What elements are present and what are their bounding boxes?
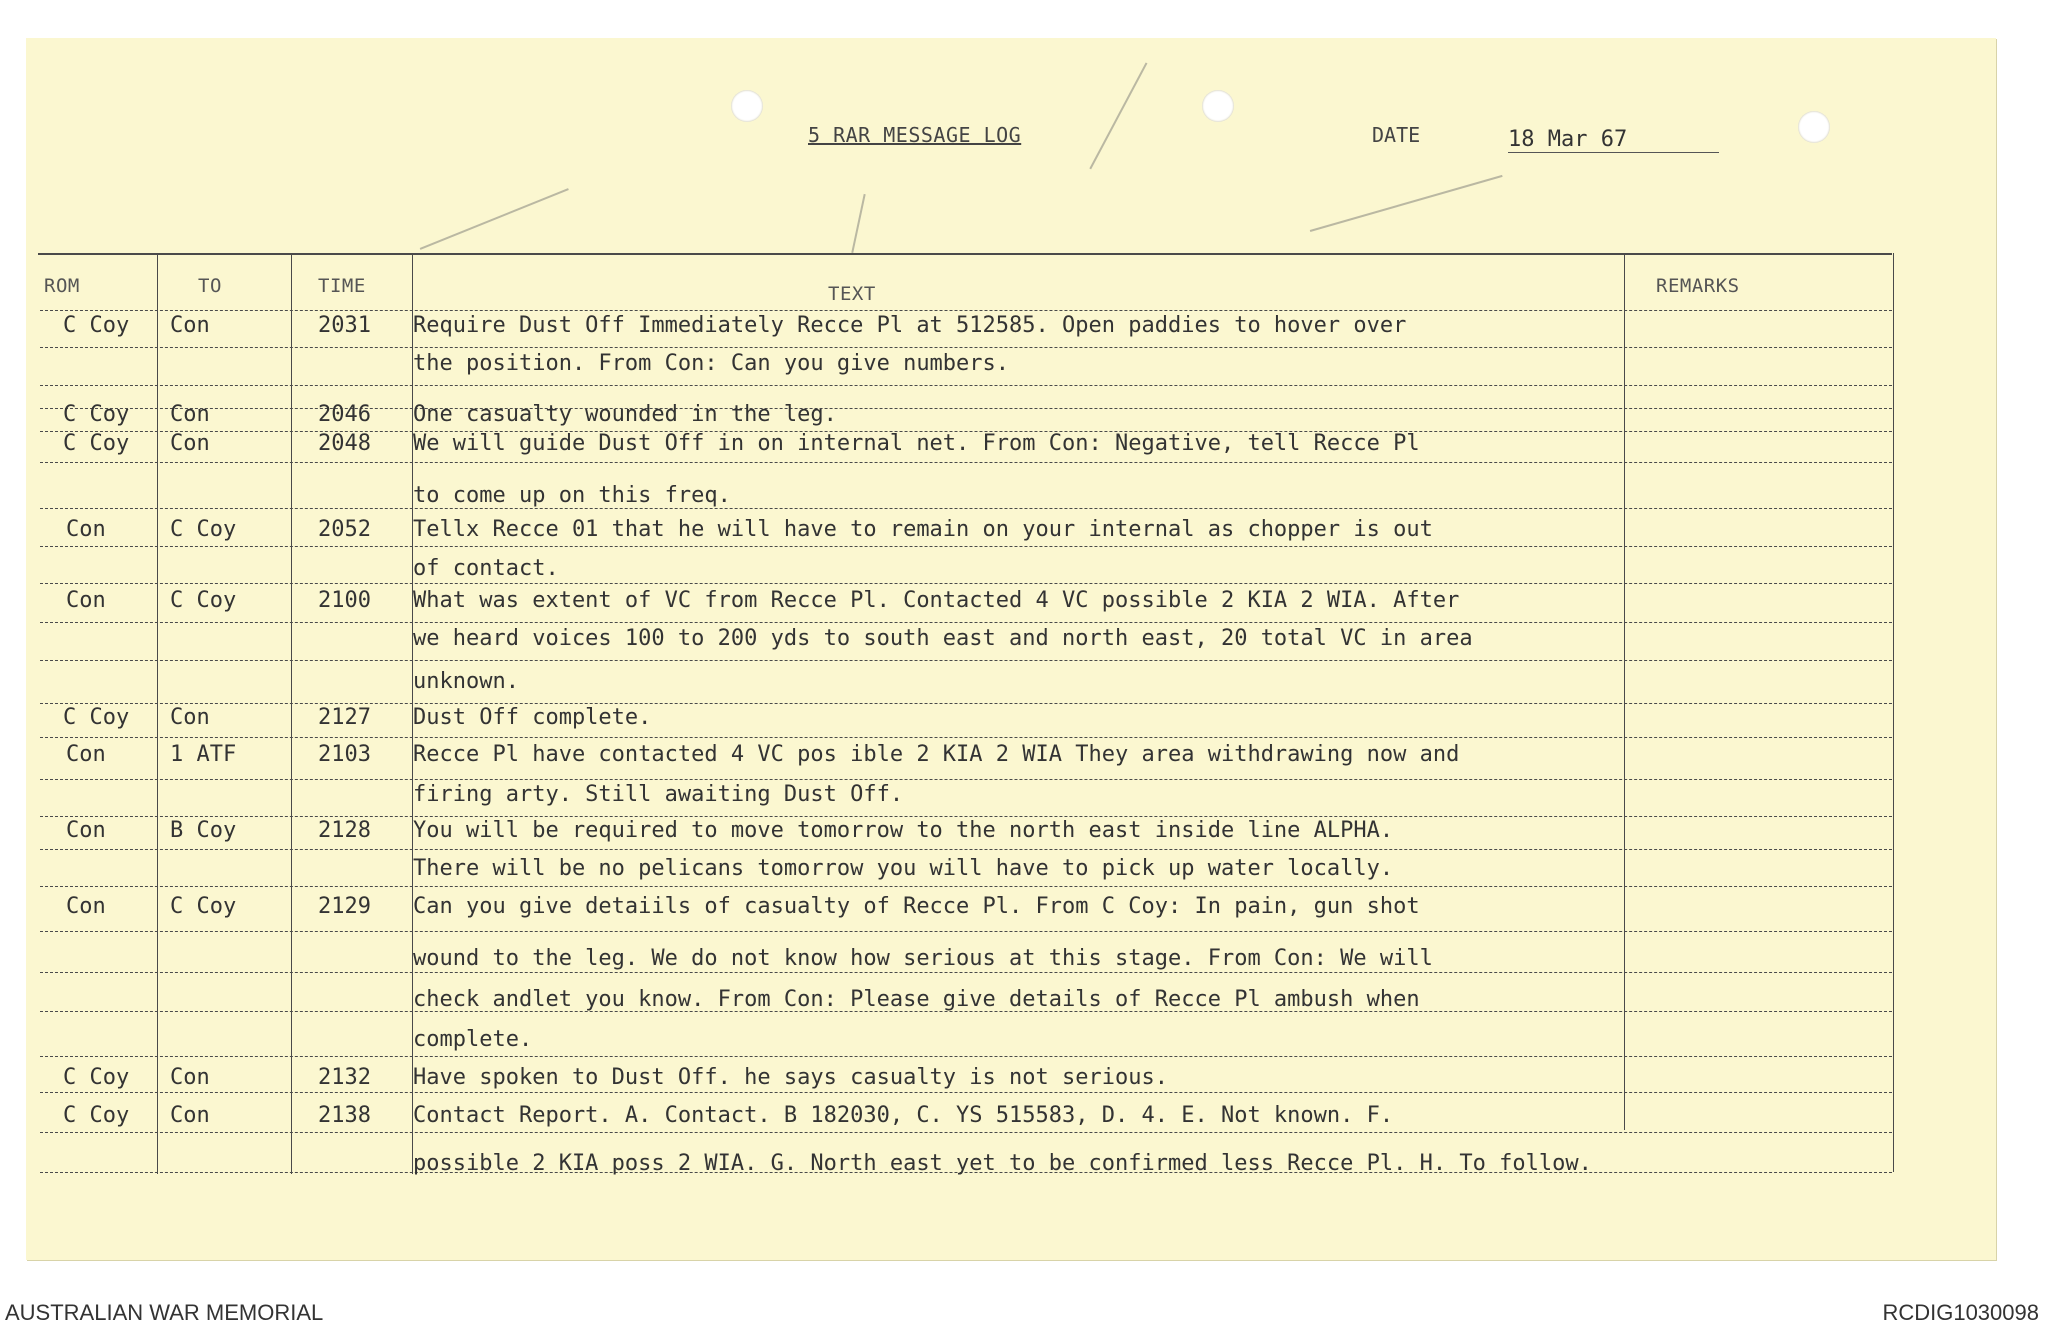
entry-time: 2129 <box>318 894 371 919</box>
entry-text-line: to come up on this freq. <box>413 483 731 508</box>
table-rule <box>40 886 1892 887</box>
table-rule <box>40 583 1892 584</box>
entry-text-line: Recce Pl have contacted 4 VC pos ible 2 KIA 2 WIA They area withdrawing now and <box>413 742 1460 767</box>
entry-text-line: Contact Report. A. Contact. B 182030, C. YS 515583, D. 4. E. Not known. F. <box>413 1103 1394 1128</box>
entry-text-line: We will guide Dust Off in on internal net. From Con: Negative, tell Recce Pl <box>413 431 1420 456</box>
table-rule <box>40 622 1892 623</box>
column-header-to: TO <box>198 275 222 297</box>
table-rule <box>40 1056 1892 1057</box>
entry-text-line: Can you give detaiils of casualty of Recce Pl. From C Coy: In pain, gun shot <box>413 894 1420 919</box>
entry-text-line: One casualty wounded in the leg. <box>413 402 837 427</box>
entry-text-line: wound to the leg. We do not know how serious at this stage. From Con: We will <box>413 946 1433 971</box>
column-header-time: TIME <box>318 275 366 297</box>
entry-to: Con <box>170 431 210 456</box>
punch-hole <box>1202 90 1234 122</box>
entry-from: Con <box>66 742 106 767</box>
table-rule <box>40 703 1892 704</box>
entry-from: C Coy <box>63 705 130 730</box>
footer-source: AUSTRALIAN WAR MEMORIAL <box>5 1300 324 1325</box>
entry-from: Con <box>66 894 106 919</box>
table-rule <box>40 1092 1892 1093</box>
entry-to: C Coy <box>170 588 237 613</box>
table-rule <box>40 660 1892 661</box>
date-value: 18 Mar 67 <box>1508 127 1719 153</box>
date-label: DATE <box>1372 123 1421 147</box>
entry-from: Con <box>66 818 106 843</box>
entry-text-line: Tellx Recce 01 that he will have to remain on your internal as chopper is out <box>413 517 1433 542</box>
entry-time: 2138 <box>318 1103 371 1128</box>
entry-to: Con <box>170 1065 210 1090</box>
punch-hole <box>731 90 763 122</box>
entry-time: 2046 <box>318 402 371 427</box>
table-rule <box>40 385 1892 386</box>
punch-hole <box>1798 111 1830 143</box>
entry-to: Con <box>170 402 210 427</box>
entry-time: 2127 <box>318 705 371 730</box>
entry-time: 2128 <box>318 818 371 843</box>
entry-time: 2031 <box>318 313 371 338</box>
entry-to: 1 ATF <box>170 742 237 767</box>
table-rule <box>40 347 1892 348</box>
entry-to: C Coy <box>170 517 237 542</box>
entry-text-line: Dust Off complete. <box>413 705 652 730</box>
entry-time: 2048 <box>318 431 371 456</box>
entry-to: C Coy <box>170 894 237 919</box>
entry-to: Con <box>170 705 210 730</box>
table-column-rule <box>157 253 158 1174</box>
entry-from: C Coy <box>63 313 130 338</box>
log-title: 5 RAR MESSAGE LOG <box>808 123 1022 147</box>
entry-text-line: of contact. <box>413 556 559 581</box>
entry-text-line: Require Dust Off Immediately Recce Pl at 512585. Open paddies to hover over <box>413 313 1407 338</box>
table-rule <box>40 779 1892 780</box>
table-rule <box>40 816 1892 817</box>
entry-text-line: There will be no pelicans tomorrow you will have to pick up water locally. <box>413 856 1394 881</box>
table-rule <box>40 931 1892 932</box>
column-header-text: TEXT <box>828 283 876 305</box>
table-rule <box>40 310 1892 311</box>
table-rule <box>40 737 1892 738</box>
entry-text-line: check andlet you know. From Con: Please give details of Recce Pl ambush when <box>413 987 1420 1012</box>
entry-time: 2052 <box>318 517 371 542</box>
entry-from: C Coy <box>63 431 130 456</box>
entry-text-line: possible 2 KIA poss 2 WIA. G. North east yet to be confirmed less Recce Pl. H. To follow. <box>413 1151 1592 1176</box>
table-rule <box>40 462 1892 463</box>
footer-reference: RCDIG1030098 <box>1882 1300 2039 1325</box>
entry-from: Con <box>66 517 106 542</box>
entry-to: Con <box>170 313 210 338</box>
table-rule <box>40 1132 1892 1133</box>
table-rule <box>40 546 1892 547</box>
entry-text-line: What was extent of VC from Recce Pl. Contacted 4 VC possible 2 KIA 2 WIA. After <box>413 588 1460 613</box>
entry-from: Con <box>66 588 106 613</box>
column-header-remarks: REMARKS <box>1656 275 1740 297</box>
table-rule <box>40 508 1892 509</box>
entry-text-line: firing arty. Still awaiting Dust Off. <box>413 782 904 807</box>
entry-time: 2100 <box>318 588 371 613</box>
table-rule <box>40 849 1892 850</box>
entry-text-line: Have spoken to Dust Off. he says casualty is not serious. <box>413 1065 1168 1090</box>
table-rule <box>38 253 1892 255</box>
entry-text-line: we heard voices 100 to 200 yds to south east and north east, 20 total VC in area <box>413 626 1473 651</box>
entry-text-line: unknown. <box>413 669 519 694</box>
entry-time: 2132 <box>318 1065 371 1090</box>
entry-from: C Coy <box>63 1065 130 1090</box>
table-column-rule <box>1893 253 1894 1172</box>
entry-text-line: the position. From Con: Can you give numbers. <box>413 351 1010 376</box>
entry-text-line: complete. <box>413 1027 533 1052</box>
column-header-from: ROM <box>44 275 80 297</box>
entry-to: Con <box>170 1103 210 1128</box>
table-column-rule <box>291 253 292 1174</box>
table-column-rule <box>1624 253 1625 1130</box>
entry-time: 2103 <box>318 742 371 767</box>
entry-from: C Coy <box>63 1103 130 1128</box>
entry-text-line: You will be required to move tomorrow to the north east inside line ALPHA. <box>413 818 1394 843</box>
entry-from: C Coy <box>63 402 130 427</box>
entry-to: B Coy <box>170 818 237 843</box>
table-rule <box>40 972 1892 973</box>
